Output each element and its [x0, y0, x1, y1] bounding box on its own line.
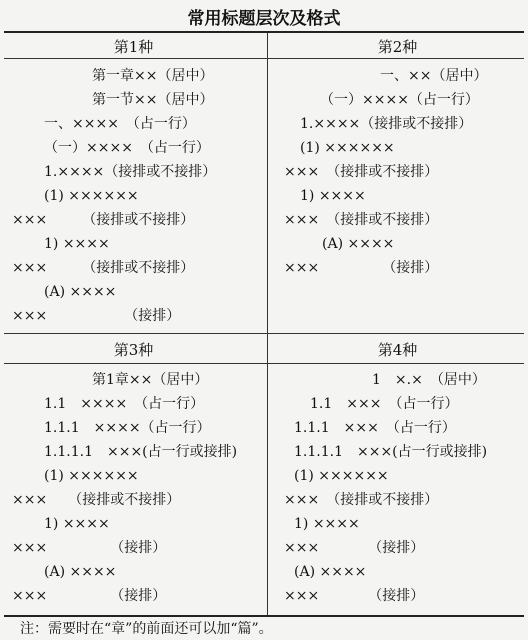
q4-line: 1 ×.× （居中）: [372, 372, 486, 388]
q2-line: ××× （接排）: [284, 260, 439, 276]
q2-line: 1) ××××: [300, 188, 366, 204]
header-type-2: 第2种: [377, 38, 418, 56]
q2-line: (A) ××××: [322, 236, 395, 252]
q1-line: 1.××××（接排或不接排）: [44, 164, 217, 180]
header-type-4: 第4种: [377, 341, 418, 359]
q4-line: 1.1 ××× （占一行）: [310, 396, 459, 412]
q2-line: ××× （接排或不接排）: [284, 212, 439, 228]
q3-line: 1.1.1 ××××（占一行）: [44, 420, 211, 436]
q3-line: (1) ××××××: [44, 468, 139, 484]
q4-line: ××× （接排）: [284, 540, 425, 556]
q1-line: （一）×××× （占一行）: [44, 140, 210, 156]
page-title: 常用标题层次及格式: [187, 9, 341, 29]
q3-line: 1.1 ×××× （占一行）: [44, 396, 205, 412]
q1-line: 第一章××（居中）: [92, 68, 214, 84]
q1-line: (A) ××××: [44, 284, 117, 300]
q1-line: (1) ××××××: [44, 188, 139, 204]
header-divider-bottom: [4, 363, 524, 364]
q3-line: ××× （接排）: [12, 540, 167, 556]
q3-line: ××× （接排或不接排）: [12, 492, 181, 508]
q1-line: ××× （接排或不接排）: [12, 212, 195, 228]
q1-line: 第一节××（居中）: [92, 92, 214, 108]
q3-line: 1.1.1.1 ×××(占一行或接排): [44, 444, 238, 460]
q2-line: (1) ××××××: [300, 140, 395, 156]
q3-line: (A) ××××: [44, 564, 117, 580]
column-divider: [267, 33, 268, 615]
q2-line: ××× （接排或不接排）: [284, 164, 439, 180]
header-type-1: 第1种: [113, 38, 154, 56]
q4-line: (1) ××××××: [294, 468, 389, 484]
q3-line: 第1章××（居中）: [92, 372, 209, 388]
q3-line: 1) ××××: [44, 516, 110, 532]
q2-line: 一、××（居中）: [380, 68, 488, 84]
q4-line: 1.1.1.1 ×××(占一行或接排): [294, 444, 488, 460]
q2-line: 1.××××（接排或不接排）: [300, 116, 473, 132]
row-divider: [4, 333, 524, 334]
q1-line: 1) ××××: [44, 236, 110, 252]
heading-format-table: [4, 31, 524, 617]
q4-line: 1) ××××: [294, 516, 360, 532]
q4-line: 1.1.1 ××× （占一行）: [294, 420, 456, 436]
q4-line: (A) ××××: [294, 564, 367, 580]
header-divider-top: [4, 58, 524, 59]
q1-line: ××× （接排或不接排）: [12, 260, 195, 276]
header-type-3: 第3种: [113, 341, 154, 359]
q2-line: （一）××××（占一行）: [320, 92, 479, 108]
q4-line: ××× （接排）: [284, 588, 425, 604]
q1-line: 一、×××× （占一行）: [44, 116, 196, 132]
q3-line: ××× （接排）: [12, 588, 167, 604]
q4-line: ××× （接排或不接排）: [284, 492, 439, 508]
footnote: 注：需要时在“章”的前面还可以加“篇”。: [20, 621, 273, 637]
q1-line: ××× （接排）: [12, 308, 181, 324]
